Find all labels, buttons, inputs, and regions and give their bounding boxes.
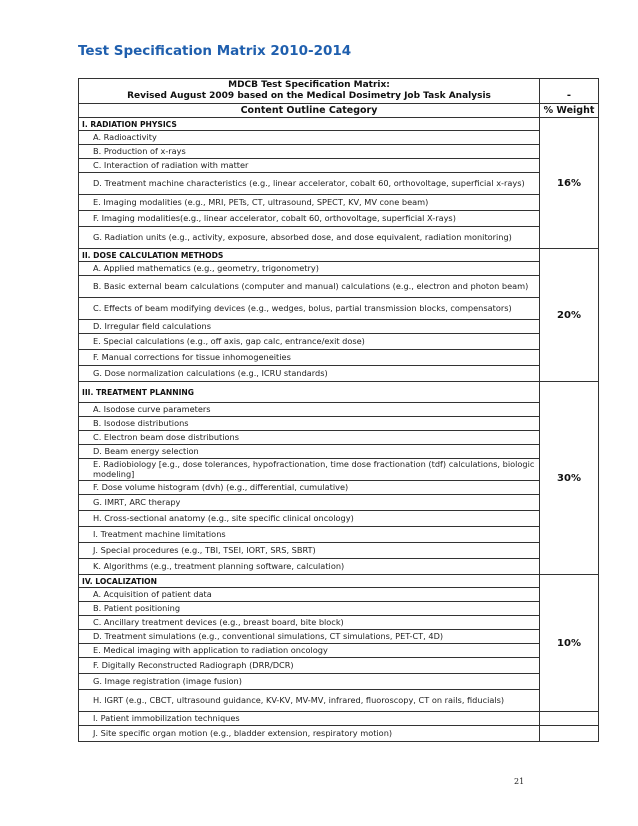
list-item: F. Dose volume histogram (dvh) (e.g., differential, cumulative) — [79, 481, 540, 495]
empty-weight-cell — [540, 712, 599, 726]
list-item: F. Imaging modalities(e.g., linear accelerator, cobalt 60, orthovoltage, superficial X-rays) — [79, 211, 540, 227]
list-item: E. Special calculations (e.g., off axis, gap calc, entrance/exit dose) — [79, 334, 540, 350]
list-item: E. Medical imaging with application to radiation oncology — [79, 644, 540, 658]
list-item: B. Basic external beam calculations (computer and manual) calculations (e.g., electron and photon beam) — [79, 276, 540, 298]
list-item: A. Applied mathematics (e.g., geometry, trigonometry) — [79, 262, 540, 276]
section-weight: 16% — [540, 118, 599, 249]
section-row — [79, 575, 599, 588]
list-item: D. Irregular field calculations — [79, 320, 540, 334]
section-title: III. TREATMENT PLANNING — [79, 382, 540, 403]
document-title: Test Specification Matrix 2010-2014 — [78, 43, 352, 59]
column-header-row — [79, 104, 599, 118]
list-item: B. Patient positioning — [79, 602, 540, 616]
list-item: H. IGRT (e.g., CBCT, ultrasound guidance, KV-KV, MV-MV, infrared, fluoroscopy, CT on rails, fiducials) — [79, 690, 540, 712]
list-item: J. Site specific organ motion (e.g., bladder extension, respiratory motion) — [79, 726, 540, 742]
list-item: I. Treatment machine limitations — [79, 527, 540, 543]
list-item: E. Radiobiology [e.g., dose tolerances, hypofractionation, time dose fractionation (tdf) calculations, biologic modeling] — [79, 459, 540, 481]
list-item: F. Manual corrections for tissue inhomogeneities — [79, 350, 540, 366]
section-weight: 10% — [540, 575, 599, 712]
section-row — [79, 118, 599, 131]
section-weight: 30% — [540, 382, 599, 575]
section-row — [79, 249, 599, 262]
list-item: G. Dose normalization calculations (e.g., ICRU standards) — [79, 366, 540, 382]
list-item: A. Isodose curve parameters — [79, 403, 540, 417]
list-item: E. Imaging modalities (e.g., MRI, PETs, CT, ultrasound, SPECT, KV, MV cone beam) — [79, 195, 540, 211]
empty-weight-cell — [540, 726, 599, 742]
list-item: G. Radiation units (e.g., activity, exposure, absorbed dose, and dose equivalent, radiation monitoring) — [79, 227, 540, 249]
page-number: 21 — [514, 777, 525, 786]
section-weight: 20% — [540, 249, 599, 382]
list-item: F. Digitally Reconstructed Radiograph (DRR/DCR) — [79, 658, 540, 674]
list-item: C. Interaction of radiation with matter — [79, 159, 540, 173]
list-item: J. Special procedures (e.g., TBI, TSEI, IORT, SRS, SBRT) — [79, 543, 540, 559]
list-item: C. Ancillary treatment devices (e.g., breast board, bite block) — [79, 616, 540, 630]
section-title: I. RADIATION PHYSICS — [79, 118, 540, 131]
list-item: G. Image registration (image fusion) — [79, 674, 540, 690]
section-row — [79, 382, 599, 403]
list-item: C. Electron beam dose distributions — [79, 431, 540, 445]
list-item: A. Radioactivity — [79, 131, 540, 145]
header-subtitle: Revised August 2009 based on the Medical Dosimetry Job Task Analysis — [127, 91, 491, 101]
table-header-row — [79, 79, 599, 104]
list-item: H. Cross-sectional anatomy (e.g., site specific clinical oncology) — [79, 511, 540, 527]
list-item: K. Algorithms (e.g., treatment planning software, calculation) — [79, 559, 540, 575]
header-dash: - — [540, 79, 599, 104]
test-specification-table — [78, 78, 599, 742]
section-title: IV. LOCALIZATION — [79, 575, 540, 588]
list-item: G. IMRT, ARC therapy — [79, 495, 540, 511]
column-header-weight: % Weight — [540, 104, 599, 118]
table-header-title — [79, 79, 540, 104]
list-item: I. Patient immobilization techniques — [79, 712, 540, 726]
header-title: MDCB Test Specification Matrix: — [228, 80, 390, 90]
list-item: B. Isodose distributions — [79, 417, 540, 431]
list-item: C. Effects of beam modifying devices (e.g., wedges, bolus, partial transmission blocks, compensators) — [79, 298, 540, 320]
section-title: II. DOSE CALCULATION METHODS — [79, 249, 540, 262]
list-item: B. Production of x-rays — [79, 145, 540, 159]
list-item: D. Treatment machine characteristics (e.g., linear accelerator, cobalt 60, orthovoltage, superficial x-rays) — [79, 173, 540, 195]
list-item: D. Treatment simulations (e.g., conventional simulations, CT simulations, PET-CT, 4D) — [79, 630, 540, 644]
list-item: A. Acquisition of patient data — [79, 588, 540, 602]
list-item: D. Beam energy selection — [79, 445, 540, 459]
column-header-category: Content Outline Category — [79, 104, 540, 118]
